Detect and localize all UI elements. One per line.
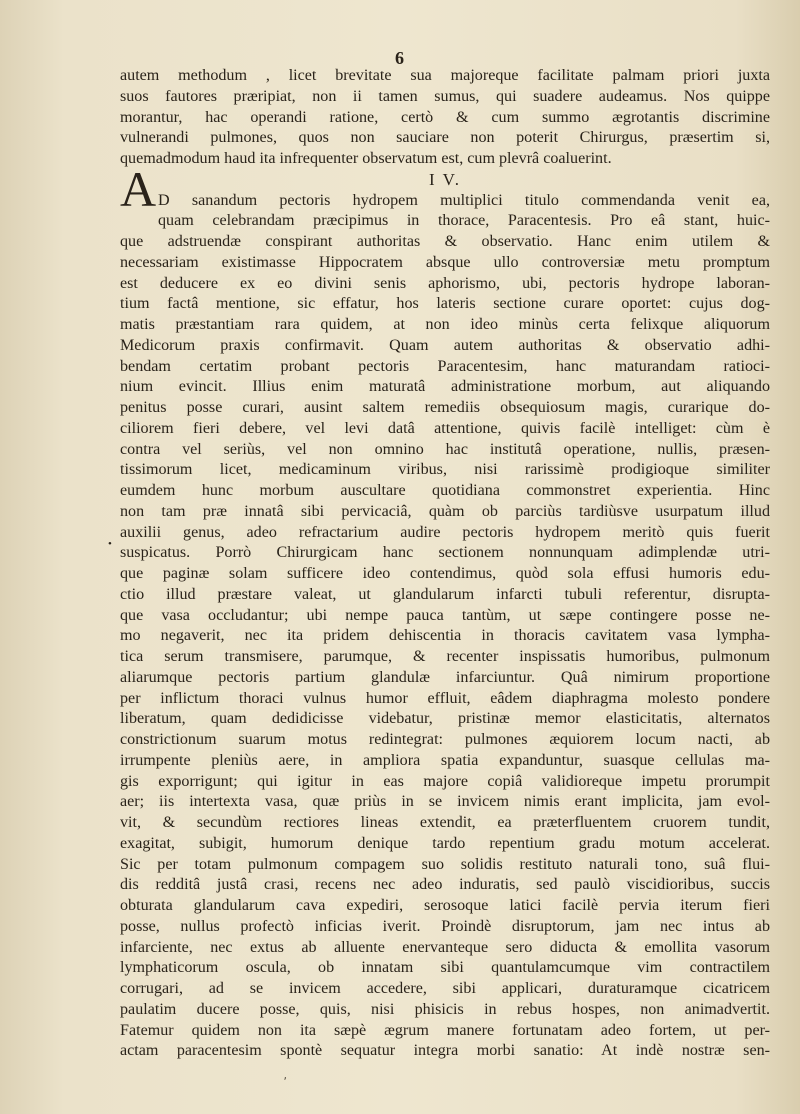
page-number: 6 bbox=[395, 48, 405, 68]
text-line: per inflictum thoraci vulnus humor effluit, eâdem diaphragma molesto pondere bbox=[120, 689, 770, 707]
text-line: gis exporrigunt; qui igitur in eas majore copiâ validioreque impetu prorumpit bbox=[120, 772, 770, 790]
text-line: corrugari, ad se invicem accedere, sibi applicari, duraturamque cicatricem bbox=[120, 980, 770, 997]
text-line: vulnerandi pulmones, quos non sauciare non poterit Chirurgus, præsertim si, bbox=[120, 129, 770, 147]
text-line: suos fautores præripiat, non ii tamen sumus, qui suadere audeamus. Nos quippe bbox=[120, 87, 770, 105]
body-text bbox=[120, 66, 770, 1062]
text-line: lymphaticorum oscula, ob innatam sibi quantulamcumque vim contractilem bbox=[120, 959, 770, 977]
text-line: posse, nullus profectò inficias iverit. Proindè disruptorum, jam nec intus ab bbox=[120, 917, 770, 935]
section-heading: I V. bbox=[429, 169, 461, 189]
text-line: Sic per totam pulmonum compagem suo solidis restituto naturali tono, suâ flui- bbox=[120, 855, 770, 873]
text-line: eumdem hunc morbum auscultare quotidiana commonstret experientia. Hinc bbox=[120, 482, 770, 499]
text-line: liberatum, quam dedidicisse videbatur, pristinæ memor elasticitatis, alternatos bbox=[120, 710, 770, 728]
text-line: contra vel seriùs, vel non omnino hac institutâ operatione, nullis, præsen- bbox=[120, 440, 770, 458]
text-line: non tam præ innatâ sibi pervicaciâ, quàm ob parciùs tardiùsve usurpatum illud bbox=[120, 502, 770, 520]
text-line: Fatemur quidem non ita sæpè ægrum manere fortunatam adeo fortem, ut per- bbox=[120, 1021, 770, 1039]
text-line: irrumpente pleniùs aere, in ampliora spatia expanduntur, suasque cellulas ma- bbox=[120, 751, 770, 769]
text-line: exagitat, subigit, humorum denique tardo repentium gradu motum accelerat. bbox=[120, 834, 770, 852]
text-line: quam celebrandam præcipimus in thorace, Paracentesis. Pro eâ stant, huic- bbox=[158, 212, 770, 230]
text-line: necessariam existimasse Hippocratem absque ullo controversiæ metu promptum bbox=[120, 253, 770, 271]
text-line: infarciente, nec extus ab alluente enervanteque sero diducta & emollita vasorum bbox=[120, 938, 770, 956]
text-line: tissimorum licet, medicaminum viribus, nisi rarissimè prodigioque similiter bbox=[120, 461, 770, 479]
bottom-margin-mark: ʹ bbox=[284, 1074, 287, 1088]
text-line: morantur, hac operandi ratione, certò & cum summo ægrotantis discrimine bbox=[120, 108, 770, 126]
text-line: bendam certatim probant pectoris Paracentesim, hanc maturandam ratioci- bbox=[120, 357, 770, 375]
text-line: obturata glandularum cava expediri, serosoque latici facilè pervia iterum fieri bbox=[120, 897, 770, 914]
text-line: autem methodum , licet brevitate sua majoreque facilitate palmam priori juxta bbox=[120, 67, 770, 84]
text-line: dis redditâ justâ crasi, recens nec adeo induratis, sed paulò viscidioribus, succis bbox=[120, 876, 770, 894]
text-line: paulatim ducere posse, quis, nisi phisicis in rebus hospes, non animadvertit. bbox=[120, 1000, 770, 1018]
text-line: actam paracentesim spontè sequatur integra morbi sanatio: At indè nostræ sen- bbox=[120, 1042, 770, 1060]
text-line: vit, & secundùm rectiores lineas extendit, ea præterfluentem cruorem tundit, bbox=[120, 814, 770, 831]
text-line: tica serum transmisere, parumque, & recenter inspissatis humoribus, pulmonum bbox=[120, 648, 770, 665]
text-line: que vasa occludantur; ubi nempe pauca tantùm, ut sæpe contingere posse ne- bbox=[120, 606, 770, 624]
text-line: matis præstantiam rara quidem, at non ideo minùs certa felixque aliquorum bbox=[120, 316, 770, 333]
text-line: constrictionum suarum motus redintegrat: pulmones æquiorem locum nacti, ab bbox=[120, 731, 770, 748]
text-line: Medicorum praxis confirmavit. Quam autem authoritas & observatio adhi- bbox=[120, 336, 770, 354]
text-line: quemadmodum haud ita infrequenter observatum est, cum plevrâ coaluerint. bbox=[120, 150, 612, 167]
text-line: ctio illud præstare valeat, ut glandularum infarcti tubuli referentur, disrupta- bbox=[120, 585, 770, 603]
drop-cap-initial: A bbox=[120, 161, 157, 217]
text-line: D sanandum pectoris hydropem multiplici titulo commendanda venit ea, bbox=[158, 191, 770, 209]
text-line: ciliorem fieri debere, vel levi datâ attentione, quivis facilè intelliget: cùm è bbox=[120, 419, 770, 437]
text-line: est deducere ex eo divini senis aphorismo, ubi, pectoris hydrope laboran- bbox=[120, 274, 770, 292]
text-line: que adstruendæ conspirant authoritas & observatio. Hanc enim utilem & bbox=[120, 233, 770, 250]
margin-bullet-mark: • bbox=[108, 538, 112, 550]
text-line: que paginæ solam sufficere ideo contendimus, quòd sola effusi humoris edu- bbox=[120, 565, 770, 582]
text-line: suspicatus. Porrò Chirurgicam hanc sectionem nonnunquam adimplendæ utri- bbox=[120, 544, 770, 562]
text-line: penitus posse curari, ausint saltem remediis obsequiosum magis, curarique do- bbox=[120, 399, 770, 416]
text-line: aer; iis intertexta vasa, quæ priùs in se invicem nimis erant implicita, jam evol- bbox=[120, 793, 770, 811]
text-line: nium evincit. Illius enim maturatâ administratione morbum, aut aliquando bbox=[120, 378, 770, 396]
text-line: tium factâ mentione, sic effatur, hos lateris sectione curare oportet: cujus dog- bbox=[120, 295, 770, 313]
text-line: aliarumque pectoris partium glandulæ infarciuntur. Quâ nimirum proportione bbox=[120, 668, 770, 686]
text-line: auxilii genus, adeo refractarium audire pectoris hydropem meritò quis fuerit bbox=[120, 523, 770, 541]
text-line: mo negaverit, nec ita pridem dehiscentia in thoracis cavitatem vasa lympha- bbox=[120, 627, 770, 645]
